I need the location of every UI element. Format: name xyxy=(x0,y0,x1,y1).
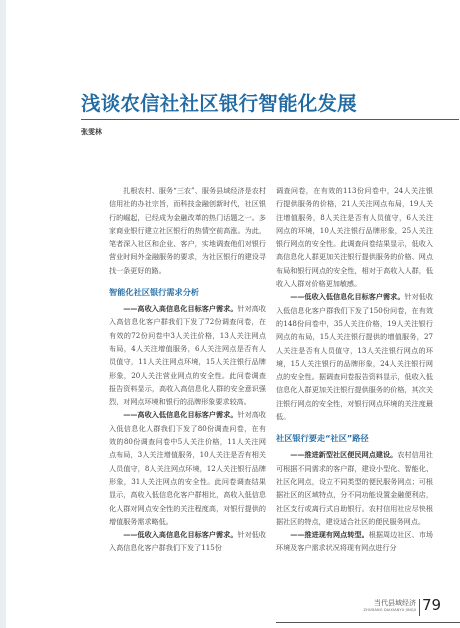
paragraph-lead: ——推进现有网点转型。 xyxy=(290,530,369,540)
paragraph-high-income-low-info xyxy=(109,408,266,528)
section-heading-community-path: 社区银行要走“社区”路径 xyxy=(276,433,369,444)
article-title: 浅谈农信社社区银行智能化发展 xyxy=(81,92,357,115)
paragraph-continued: 调查问卷，在有效的113份问卷中，24人关注银行提供服务的价格，21人关注网点布局，19人关注增值服务，8人关注是否有人员值守，6人关注网点的环境，10人关注银行品牌形象，25人关注银行网点的安全性。此调查问卷结果显示，低收入高信息化人群更加关注银行提供服务的价格、网点布局和银行网点的安全性，相对于高收入人群，低收入人群对价格更加敏感。 xyxy=(276,186,433,289)
paragraph-lead: ——高收入低信息化目标客户需求。 xyxy=(123,410,238,420)
paragraph-body: 针对低收入高信息化客户群我们下发了115份 xyxy=(109,530,266,553)
paragraph-new-outlets xyxy=(276,448,433,528)
magazine-name xyxy=(356,598,416,612)
author-name: 张雯林 xyxy=(81,128,102,136)
paragraph-lead: ——低收入低信息化目标客户需求。 xyxy=(290,292,405,302)
paragraph-high-income-high-info xyxy=(109,302,266,408)
paragraph-lead: ——低收入高信息化目标客户需求。 xyxy=(123,530,238,540)
footer-separator xyxy=(419,599,420,616)
title-divider xyxy=(81,119,459,120)
paragraph-body: 根据周边社区、市场环境及客户需求状况将现有网点进行分 xyxy=(276,530,434,553)
paragraph-low-income-low-info xyxy=(276,290,433,423)
paragraph-body: 农村信用社可根据不同需求的客户群，建设小型化、智能化、社区化网点，设立不同类型的便民服务网点；可根据社区的区域特点，分不同功能设置金融便利店，社区支行或离行式自助银行。农村信用社应尽快根据社区的特点，建设适合社区的便民服务网点。 xyxy=(276,450,434,526)
paragraph-body: 针对低收入低信息化客户群我们下发了150份问卷，在有效的148份问卷中，35人关注价格，19人关注银行网点的布局，15人关注银行提供的增值服务，27人关注是否有人员值守，13人关注银行网点的环境，15人关注银行的品牌形象，24人关注银行网点的安全性。据调查问卷报告资料显示，低收入低信息化人群更加关注银行提供服务的价格，其次关注银行网点的安全性，对银行网点环境的关注度最低。 xyxy=(276,292,433,422)
paragraph-lead: ——高收入高信息化目标客户需求。 xyxy=(123,304,238,314)
right-column xyxy=(276,184,433,555)
left-column xyxy=(109,184,266,555)
magazine-name-cn: 当代县域经济 xyxy=(374,599,416,607)
paragraph-body: 针对高收入高信息化客户群我们下发了72份调查问卷，在有效的72份问卷中3人关注价格，13人关注网点布局，4人关注增值服务，6人关注网点是否有人员值守，11人关注网点环境，15人关注银行品牌形象，20人关注营业网点的安全性。此问卷调查报告资料显示，高收入高信息化人群的安全意识强烈，对网点环境和银行的品牌形象要求较高。 xyxy=(109,304,266,407)
footer-rule xyxy=(276,622,460,623)
paragraph-low-income-high-info xyxy=(109,528,266,555)
intro-paragraph: 扎根农村、服务“三农”、服务县域经济是农村信用社的办社宗旨，而科技金融创新时代，社区银行的崛起，已经成为金融改革的热门话题之一。多家商业银行建立社区银行的热情空前高涨。为此，笔者深入社区和企业、客户，实地调查他们对银行营业时间外金融服务的要求，为社区银行的建设寻找一条更好的路。 xyxy=(109,186,266,275)
left-margin-band xyxy=(0,0,6,628)
section-heading-demand-analysis: 智能化社区银行需求分析 xyxy=(109,287,200,298)
paragraph-outlet-transformation xyxy=(276,528,433,555)
magazine-name-en: ZHUDANG DAIXIANYU JINGJI xyxy=(363,608,416,612)
paragraph-body: 针对高收入低信息化人群我们下发了80份调查问卷，在有效的80份调查问卷中5人关注价格，11人关注网点布局，3人关注增值服务，10人关注是否有相关人员值守，8人关注网点环境，12人关注银行品牌形象，31人关注网点的安全性。此问卷调查结果显示，高收入低信息化客户群相比，高收入低信息化人群对网点安全性的关注程度高，对银行提供的增值服务需求略低。 xyxy=(109,410,266,526)
paragraph-lead: ——推进新型社区便民网点建设。 xyxy=(290,450,398,460)
page-number: 79 xyxy=(422,596,442,614)
